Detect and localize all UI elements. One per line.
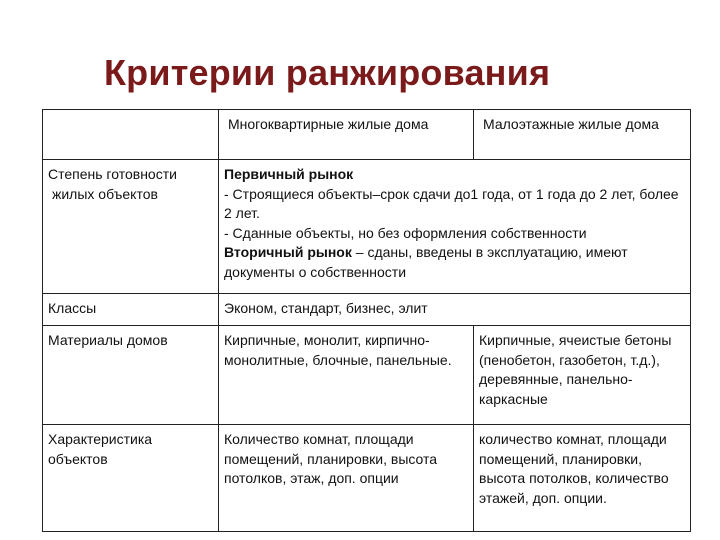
characteristics-low-value: количество комнат, площади помещений, планировки, высота потолков, количество этажей, доп. опции.: [474, 425, 691, 532]
row-label-characteristics: Характеристика объектов: [43, 425, 219, 532]
row-label-readiness-line2: жилых объектов: [52, 185, 158, 202]
primary-market-item-2: - Сданные объекты, но без оформления собственности: [224, 224, 587, 241]
header-cell-low: [474, 110, 691, 160]
row-label-readiness-line1: Степень готовности: [48, 166, 177, 182]
classes-value: Эконом, стандарт, бизнес, элит: [219, 294, 691, 326]
page-title: Критерии ранжирования: [104, 52, 551, 93]
readiness-value-cell: [219, 160, 691, 294]
table-header-row: [43, 110, 691, 160]
table-row-characteristics: [43, 425, 691, 532]
materials-multi-value: Кирпичные, монолит, кирпично-монолитные, блочные, панельные.: [219, 326, 474, 425]
materials-low-value: Кирпичные, ячеистые бетоны (пенобетон, газобетон, т.д.), деревянные, панельно-каркасные: [474, 326, 691, 425]
criteria-table: [42, 109, 691, 532]
primary-market-title: Первичный рынок: [224, 166, 354, 182]
characteristics-multi-value: Количество комнат, площади помещений, планировки, высота потолков, этаж, доп. опции: [219, 425, 474, 532]
header-cell-empty: [43, 110, 219, 160]
table-row-classes: [43, 294, 691, 326]
secondary-market-title: Вторичный рынок: [224, 244, 352, 260]
primary-market-item-1: - Строящиеся объекты–срок сдачи до1 года, от 1 года до 2 лет, более 2 лет.: [224, 185, 679, 221]
secondary-market-block: [224, 243, 685, 282]
row-label-materials: Материалы домов: [43, 326, 219, 425]
header-cell-multi: [219, 110, 474, 160]
table-row-readiness: [43, 160, 691, 294]
table-row-materials: [43, 326, 691, 425]
secondary-market-text: – сданы, введены в эксплуатацию, имеют документы о собственности: [224, 244, 628, 280]
row-label-classes: Классы: [43, 294, 219, 326]
header-low-label: Малоэтажные жилые дома: [483, 116, 659, 132]
header-multi-label: Многоквартирные жилые дома: [228, 116, 429, 132]
row-label-cell: [43, 160, 219, 294]
